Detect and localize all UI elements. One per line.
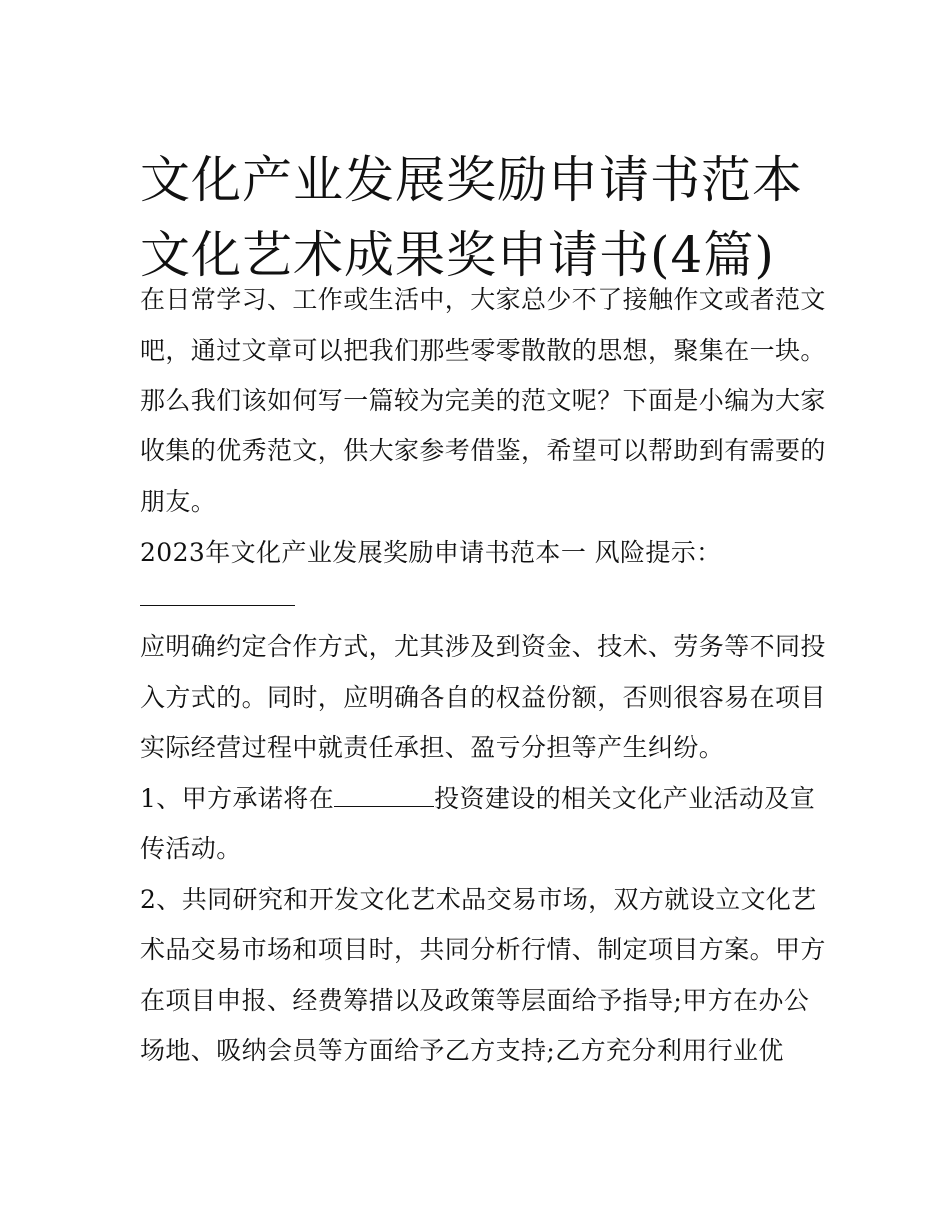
intro-line-5: 朋友。 <box>140 487 217 516</box>
document-title-line-2: 文化艺术成果奖申请书(4篇) <box>140 225 775 284</box>
item-2-line-2: 术品交易市场和项目时，共同分析行情、制定项目方案。甲方 <box>140 935 826 964</box>
intro-line-4: 收集的优秀范文，供大家参考借鉴，希望可以帮助到有需要的 <box>140 436 826 465</box>
item-1-suffix: 投资建设的相关文化产业活动及宣 <box>434 784 816 813</box>
document-title-line-1: 文化产业发展奖励申请书范本 <box>140 150 803 209</box>
item-2-line-3: 在项目申报、经费筹措以及政策等层面给予指导;甲方在办公 <box>140 986 810 1015</box>
intro-line-3: 那么我们该如何写一篇较为完美的范文呢？下面是小编为大家 <box>140 386 826 415</box>
item-2-line-4: 场地、吸纳会员等方面给予乙方支持;乙方充分利用行业优 <box>140 1036 784 1065</box>
item-2-line-1: 2、共同研究和开发文化艺术品交易市场，双方就设立文化艺 <box>140 885 817 914</box>
intro-line-2: 吧，通过文章可以把我们那些零零散散的思想，聚集在一块。 <box>140 336 826 365</box>
section-heading: 2023年文化产业发展奖励申请书范本一 风险提示： <box>140 538 722 567</box>
risk-line-3: 实际经营过程中就责任承担、盈亏分担等产生纠纷。 <box>140 733 725 762</box>
risk-line-2: 入方式的。同时，应明确各自的权益份额，否则很容易在项目 <box>140 683 826 712</box>
item-1-line-1 <box>140 784 820 814</box>
intro-line-1: 在日常学习、工作或生活中，大家总少不了接触作文或者范文 <box>140 285 826 314</box>
fill-in-blank <box>334 784 434 807</box>
item-1-prefix: 1、甲方承诺将在 <box>140 784 335 813</box>
blank-rule <box>140 605 295 606</box>
risk-line-1: 应明确约定合作方式，尤其涉及到资金、技术、劳务等不同投 <box>140 632 826 661</box>
item-1-line-2: 传活动。 <box>140 834 242 863</box>
